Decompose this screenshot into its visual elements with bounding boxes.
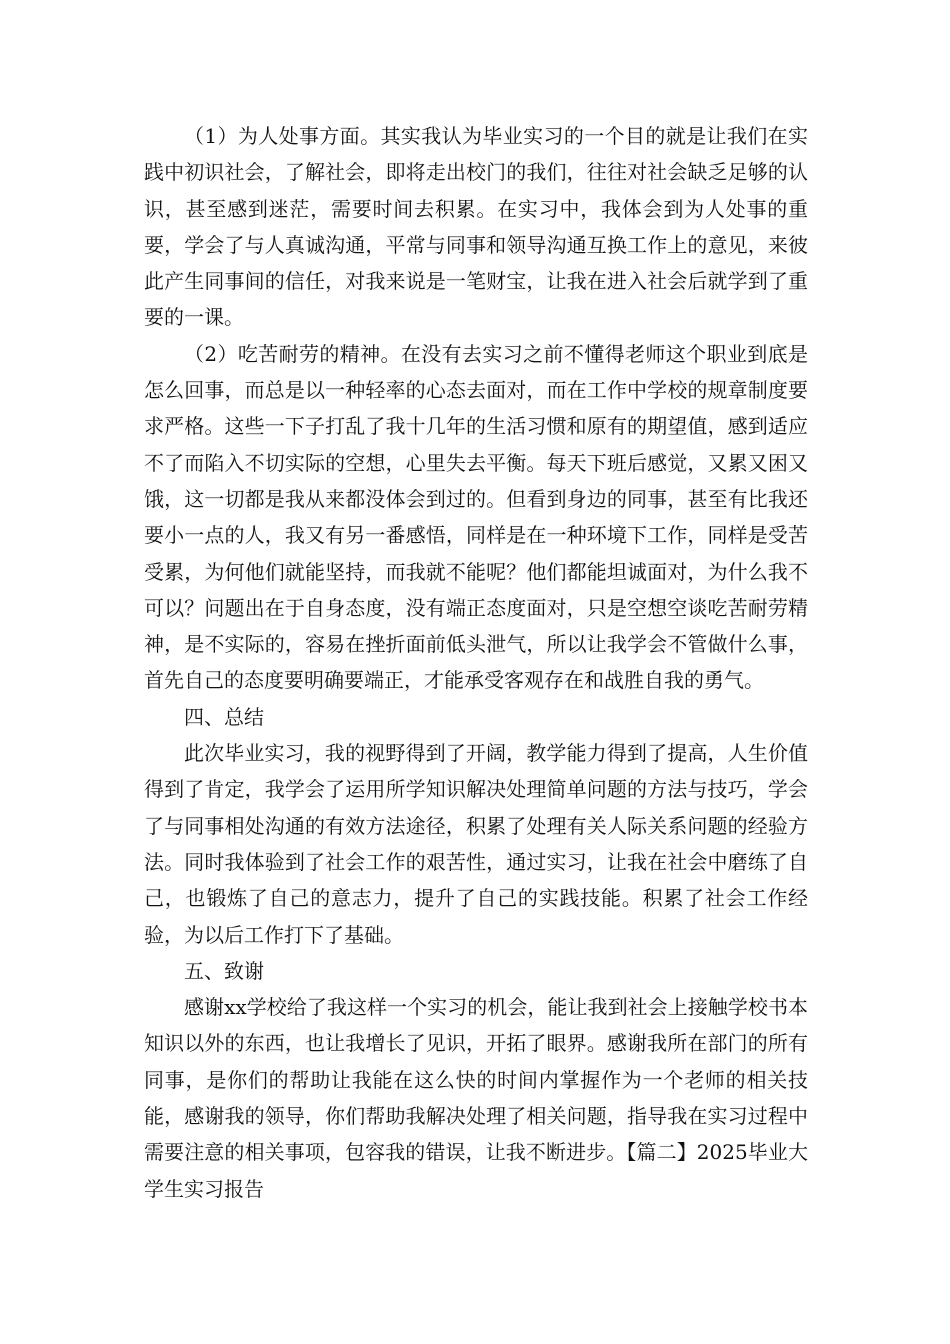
heading-summary: 四、总结 bbox=[184, 704, 264, 729]
paragraph-acknowledgement: 感谢xx学校给了我这样一个实习的机会，能让我到社会上接触学校书本知识以外的东西，也让我增长了见识，开拓了眼界。感谢我所在部门的所有同事，是你们的帮助让我能在这么快的时间内掌握作为一个老师的相关技能，感谢我的领导，你们帮助我解决处理了相关问题，指导我在实习过程中需要注意的相关事项，包容我的错误，让我不断进步。【篇二】2025毕业大学生实习报告 bbox=[144, 995, 808, 1201]
paragraph-interpersonal: （1）为人处事方面。其实我认为毕业实习的一个目的就是让我们在实践中初识社会，了解社会，即将走出校门的我们，往往对社会缺乏足够的认识，甚至感到迷茫，需要时间去积累。在实习中，我体会到为人处事的重要，学会了与人真诚沟通，平常与同事和领导沟通互换工作上的意见，来彼此产生同事间的信任，对我来说是一笔财宝，让我在进入社会后就学到了重要的一课。 bbox=[144, 124, 808, 330]
paragraph-hardwork: （2）吃苦耐劳的精神。在没有去实习之前不懂得老师这个职业到底是怎么回事，而总是以一种轻率的心态去面对，而在工作中学校的规章制度要求严格。这些一下子打乱了我十几年的生活习惯和原有的期望值，感到适应不了而陷入不切实际的空想，心里失去平衡。每天下班后感觉，又累又困又饿，这一切都是我从来都没体会到过的。但看到身边的同事，甚至有比我还要小一点的人，我又有另一番感悟，同样是在一种环境下工作，同样是受苦受累，为何他们就能坚持，而我就不能呢？他们都能坦诚面对，为什么我不可以？问题出在于自身态度，没有端正态度面对，只是空想空谈吃苦耐劳精神，是不实际的，容易在挫折面前低头泄气，所以让我学会不管做什么事，首先自己的态度要明确要端正，才能承受客观存在和战胜自我的勇气。 bbox=[144, 341, 808, 693]
document-body bbox=[144, 118, 808, 1207]
heading-acknowledgement: 五、致谢 bbox=[184, 958, 264, 983]
paragraph-summary: 此次毕业实习，我的视野得到了开阔，教学能力得到了提高，人生价值得到了肯定，我学会了运用所学知识解决处理简单问题的方法与技巧，学会了与同事相处沟通的有效方法途径，积累了处理有关人际关系问题的经验方法。同时我体验到了社会工作的艰苦性，通过实习，让我在社会中磨练了自己，也锻炼了自己的意志力，提升了自己的实践技能。积累了社会工作经验，为以后工作打下了基础。 bbox=[144, 741, 808, 947]
